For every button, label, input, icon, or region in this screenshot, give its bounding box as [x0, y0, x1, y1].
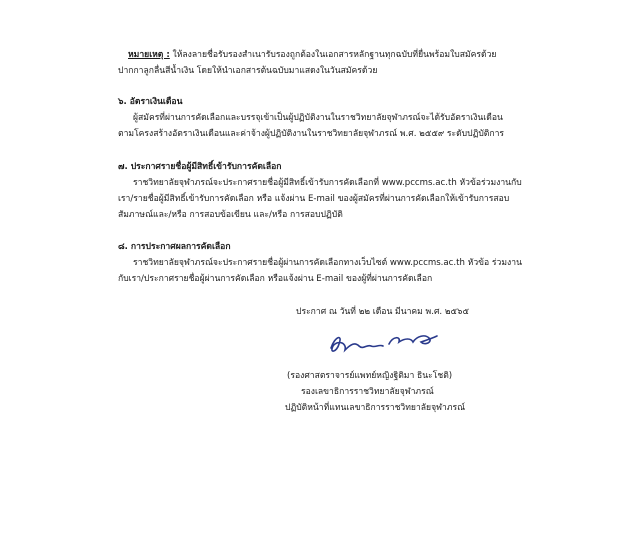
signatory-title-2: ปฏิบัติหน้าที่แทนเลขาธิการราชวิทยาลัยจุฬาภรณ์	[285, 403, 466, 413]
section-6-heading: ๖. อัตราเงินเดือน	[118, 97, 183, 107]
signatory-title-1: รองเลขาธิการราชวิทยาลัยจุฬาภรณ์	[301, 387, 434, 397]
section-7-line-3: สัมภาษณ์และ/หรือ การสอบข้อเขียน และ/หรือ การสอบปฏิบัติ	[118, 210, 343, 220]
note-text-1: ให้ลงลายชื่อรับรองสำเนารับรองถูกต้องในเอกสารหลักฐานทุกฉบับที่ยื่นพร้อมใบสมัครด้วย	[172, 50, 497, 60]
section-8-heading: ๘. การประกาศผลการคัดเลือก	[118, 242, 231, 252]
note-line-1	[118, 49, 496, 61]
section-7-line-2: เรา/รายชื่อผู้มีสิทธิ์เข้ารับการคัดเลือก หรือ แจ้งผ่าน E-mail ของผู้สมัครที่ผ่านการคัดเลือกให้เข้ารับการสอบ	[118, 194, 510, 204]
section-7-line-1: ราชวิทยาลัยจุฬาภรณ์จะประกาศรายชื่อผู้มีสิทธิ์เข้ารับการคัดเลือกที่ www.pccms.ac.th หัวข้อร่วมงานกับ	[133, 178, 522, 188]
section-8-line-1: ราชวิทยาลัยจุฬาภรณ์จะประกาศรายชื่อผู้ผ่านการคัดเลือกทางเว็บไซต์ www.pccms.ac.th หัวข้อ ร่วมงาน	[133, 258, 522, 268]
note-label: หมายเหตุ :	[128, 50, 170, 60]
section-7-heading: ๗. ประกาศรายชื่อผู้มีสิทธิ์เข้ารับการคัดเลือก	[118, 162, 282, 172]
section-6-line-2: ตามโครงสร้างอัตราเงินเดือนและค่าจ้างผู้ปฏิบัติงานในราชวิทยาลัยจุฬาภรณ์ พ.ศ. ๒๕๕๙ ระดับปฏิบัติการ	[118, 129, 505, 139]
signatory-name: (รองศาสตราจารย์แพทย์หญิงฐิติมา ธินะโชติ)	[287, 371, 453, 381]
note-line-2: ปากกาลูกลื่นสีน้ำเงิน โดยให้นำเอกสารต้นฉบับมาแสดงในวันสมัครด้วย	[118, 66, 378, 76]
handwritten-signature	[325, 326, 445, 362]
section-6-line-1: ผู้สมัครที่ผ่านการคัดเลือกและบรรจุเข้าเป็นผู้ปฏิบัติงานในราชวิทยาลัยจุฬาภรณ์จะได้รับอัตราเงินเดือน	[133, 113, 503, 123]
announcement-date: ประกาศ ณ วันที่ ๒๒ เดือน มีนาคม พ.ศ. ๒๕๖๕	[296, 307, 470, 317]
section-8-line-2: กับเรา/ประกาศรายชื่อผู้ผ่านการคัดเลือก หรือแจ้งผ่าน E-mail ของผู้ที่ผ่านการคัดเลือก	[118, 274, 433, 284]
